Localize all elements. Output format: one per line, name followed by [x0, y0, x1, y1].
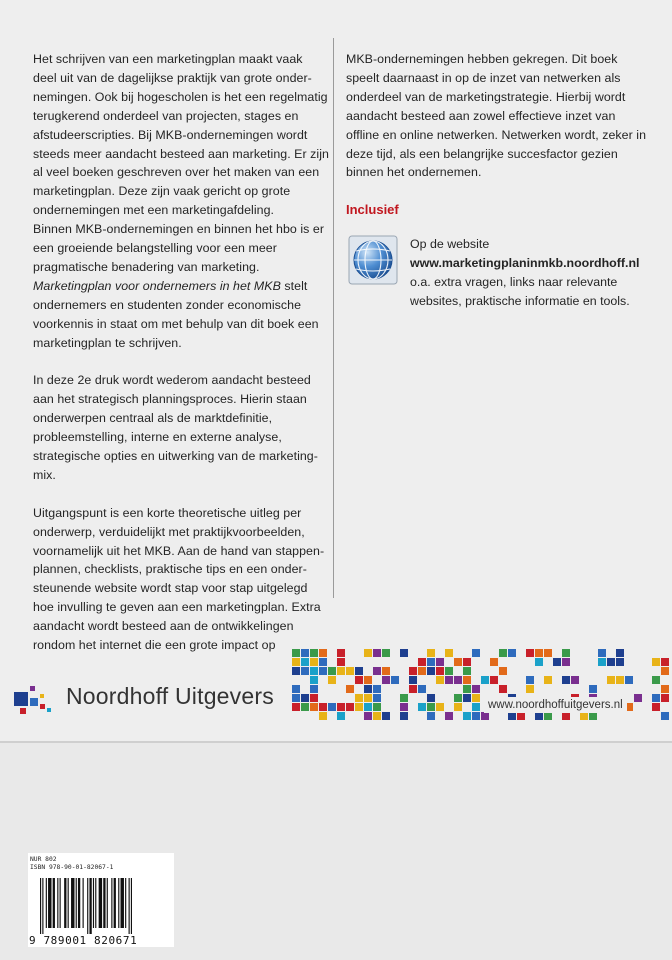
mosaic-tile: [355, 676, 363, 684]
barcode-bar: [60, 878, 61, 928]
mosaic-tile: [625, 676, 633, 684]
barcode-bar: [118, 878, 119, 928]
mosaic-tile: [427, 649, 435, 657]
website-intro: Op de website: [410, 237, 490, 251]
mosaic-tile: [292, 667, 300, 675]
mosaic-tile: [319, 649, 327, 657]
mosaic-tile: [499, 685, 507, 693]
mosaic-tile: [346, 703, 354, 711]
website-url[interactable]: www.marketingplaninmkb.noordhoff.nl: [410, 255, 640, 270]
barcode-bar: [95, 878, 96, 928]
mosaic-tile: [373, 685, 381, 693]
mosaic-tile: [436, 676, 444, 684]
right-paragraph: MKB-ondernemingen hebben gekregen. Dit boek speelt daarnaast in op de inzet van netwerken als onderdeel van de marketingstrategie. Hierbij wordt aandacht besteed aan zowel effectieve inzet van offline en online netwerken. Netwerken wordt, zeker in deze tijd, als een belangrijke succesfactor gezien binnen het ondernemen.: [346, 52, 647, 180]
mosaic-tile: [364, 694, 372, 702]
barcode-bar: [40, 878, 41, 934]
mosaic-tile: [463, 676, 471, 684]
mosaic-tile: [463, 658, 471, 666]
mosaic-tile: [463, 712, 471, 720]
mosaic-tile: [661, 712, 669, 720]
mosaic-tile: [535, 649, 543, 657]
website-info: [410, 235, 655, 311]
mosaic-tile: [616, 658, 624, 666]
mosaic-tile: [382, 712, 390, 720]
mosaic-tile: [589, 712, 597, 720]
mosaic-tile: [661, 667, 669, 675]
mosaic-tile: [445, 649, 453, 657]
mosaic-tile: [454, 703, 462, 711]
mosaic-tile: [517, 712, 525, 720]
mosaic-tile: [364, 703, 372, 711]
mosaic-tile: [373, 703, 381, 711]
mosaic-tile: [427, 703, 435, 711]
barcode-bar: [131, 878, 132, 934]
barcode-meta: [30, 856, 113, 872]
mosaic-tile: [418, 703, 426, 711]
mosaic-tile: [319, 658, 327, 666]
mosaic-tile: [292, 694, 300, 702]
mosaic-tile: [364, 712, 372, 720]
mosaic-tile: [445, 712, 453, 720]
barcode-bar: [129, 878, 130, 934]
mosaic-tile: [310, 676, 318, 684]
nur-code: NUR 802: [30, 856, 57, 863]
barcode-bar: [111, 878, 112, 928]
mosaic-tile: [292, 658, 300, 666]
mosaic-tile: [652, 676, 660, 684]
pixel-mosaic-decoration: [292, 645, 672, 725]
mosaic-tile: [544, 676, 552, 684]
mosaic-tile: [589, 685, 597, 693]
mosaic-tile: [373, 712, 381, 720]
mosaic-tile: [463, 667, 471, 675]
mosaic-tile: [616, 676, 624, 684]
mosaic-tile: [418, 685, 426, 693]
mosaic-tile: [472, 703, 480, 711]
mosaic-tile: [580, 712, 588, 720]
barcode-bar: [64, 878, 66, 928]
mosaic-tile: [481, 712, 489, 720]
mosaic-tile: [346, 685, 354, 693]
mosaic-tile: [499, 649, 507, 657]
publisher-name: Noordhoff Uitgevers: [66, 683, 274, 709]
mosaic-tile: [481, 676, 489, 684]
barcode-bar: [103, 878, 105, 928]
mosaic-tile: [454, 658, 462, 666]
mosaic-tile: [472, 649, 480, 657]
mosaic-tile: [472, 694, 480, 702]
mosaic-tile: [598, 658, 606, 666]
mosaic-tile: [301, 703, 309, 711]
barcode-bar: [53, 878, 55, 928]
mosaic-tile: [508, 649, 516, 657]
mosaic-tile: [409, 685, 417, 693]
mosaic-tile: [508, 712, 516, 720]
publisher-url[interactable]: www.noordhoffuitgevers.nl: [484, 697, 627, 713]
globe-icon: [348, 235, 398, 285]
book-title: Marketingplan voor ondernemers in het MKB: [33, 278, 281, 293]
mosaic-tile: [427, 712, 435, 720]
mosaic-tile: [355, 694, 363, 702]
mosaic-tile: [634, 694, 642, 702]
website-description: o.a. extra vragen, links naar relevante websites, praktische informatie en tools.: [410, 274, 630, 308]
mosaic-tile: [319, 703, 327, 711]
mosaic-tile: [598, 649, 606, 657]
mosaic-tile: [400, 703, 408, 711]
mosaic-tile: [652, 694, 660, 702]
barcode-bar: [68, 878, 69, 928]
mosaic-tile: [337, 712, 345, 720]
mosaic-tile: [382, 676, 390, 684]
mosaic-tile: [310, 694, 318, 702]
barcode-bar: [125, 878, 126, 928]
mosaic-tile: [292, 685, 300, 693]
mosaic-tile: [661, 694, 669, 702]
mosaic-tile: [526, 685, 534, 693]
mosaic-tile: [427, 694, 435, 702]
paragraph-1b-intro: Binnen MKB-ondernemingen en binnen het hbo is er een groeiende belangstelling voor een meer pragmatische benadering van marketing.: [33, 222, 325, 274]
mosaic-tile: [445, 667, 453, 675]
mosaic-tile: [382, 649, 390, 657]
barcode-bar: [121, 878, 124, 928]
mosaic-tile: [301, 667, 309, 675]
mosaic-tile: [301, 694, 309, 702]
mosaic-tile: [319, 712, 327, 720]
mosaic-tile: [661, 685, 669, 693]
noordhoff-logo-icon: [14, 684, 56, 716]
mosaic-tile: [337, 658, 345, 666]
barcode-bar: [71, 878, 74, 928]
mosaic-tile: [652, 658, 660, 666]
inclusief-heading: Inclusief: [346, 202, 399, 217]
mosaic-tile: [364, 676, 372, 684]
mosaic-tile: [571, 676, 579, 684]
barcode-bar: [93, 878, 94, 928]
barcode-bar: [99, 878, 102, 928]
right-column: [346, 50, 646, 201]
mosaic-tile: [427, 658, 435, 666]
mosaic-tile: [391, 676, 399, 684]
mosaic-tile: [526, 676, 534, 684]
mosaic-tile: [472, 712, 480, 720]
barcode-icon: [40, 878, 170, 934]
mosaic-tile: [544, 649, 552, 657]
mosaic-tile: [436, 658, 444, 666]
paragraph-1b: [33, 220, 329, 352]
mosaic-tile: [355, 667, 363, 675]
mosaic-tile: [472, 685, 480, 693]
mosaic-tile: [310, 649, 318, 657]
mosaic-tile: [418, 667, 426, 675]
barcode-bar: [78, 878, 80, 928]
barcode-bar: [42, 878, 43, 934]
mosaic-tile: [652, 703, 660, 711]
mosaic-tile: [616, 649, 624, 657]
mosaic-tile: [454, 694, 462, 702]
mosaic-tile: [301, 658, 309, 666]
paragraph-1: Het schrijven van een marketingplan maakt vaak deel uit van de dagelijkse praktijk van grote ondernemingen. Ook bij hogescholen is het een regelmatig terugkerend onderdeel van projecten, stages en afstudeerscripties. Bij MKB-ondernemingen wordt steeds meer aandacht besteed aan marketing. Er zijn al veel boeken geschreven over het maken van een marketingplan. Deze zijn vaak gericht op grote ondernemingen met een marketingafdeling.: [33, 52, 329, 218]
mosaic-tile: [490, 658, 498, 666]
mosaic-tile: [364, 685, 372, 693]
mosaic-tile: [562, 649, 570, 657]
mosaic-tile: [544, 712, 552, 720]
mosaic-tile: [562, 712, 570, 720]
barcode-bar: [57, 878, 58, 928]
paragraph-3: Uitgangspunt is een korte theoretische uitleg per onderwerp, verduidelijkt met praktijkvoorbeelden, voornamelijk uit het MKB. Aan de hand van stappenplannen, checklists, praktische tips en een ondersteunende website wordt stap voor stap uitgelegd hoe invulling te geven aan een marketingplan. Extra aandacht wordt besteed aan de ontwikkelingen rondom het internet die een grote impact op: [33, 505, 325, 653]
mosaic-tile: [499, 667, 507, 675]
mosaic-tile: [607, 676, 615, 684]
barcode-bar: [48, 878, 51, 928]
paragraph-2: In deze 2e druk wordt wederom aandacht besteed aan het strategisch planningsproces. Hierin staan onderwerpen centraal als de marktdefinitie, probleemstelling, interne en externe analyse, strategische opties en uitwerking van de marketingmix.: [33, 373, 318, 482]
mosaic-tile: [535, 658, 543, 666]
mosaic-tile: [535, 712, 543, 720]
mosaic-tile: [373, 694, 381, 702]
mosaic-tile: [562, 658, 570, 666]
mosaic-tile: [553, 658, 561, 666]
mosaic-tile: [463, 694, 471, 702]
left-column: [33, 50, 329, 674]
mosaic-tile: [328, 667, 336, 675]
mosaic-tile: [310, 658, 318, 666]
mosaic-tile: [373, 667, 381, 675]
mosaic-tile: [490, 676, 498, 684]
mosaic-tile: [337, 703, 345, 711]
column-divider: [333, 38, 334, 598]
barcode-bar: [107, 878, 108, 928]
mosaic-tile: [562, 676, 570, 684]
cover-fold-line: [0, 741, 672, 743]
barcode-bar: [87, 878, 88, 934]
paragraph-1b-rest: stelt ondernemers en studenten zonder economische voorkennis in staat om met behulp van dit boek een marketingplan te schrijven.: [33, 278, 319, 350]
barcode-bar: [83, 878, 84, 928]
mosaic-tile: [607, 658, 615, 666]
mosaic-tile: [436, 667, 444, 675]
mosaic-tile: [355, 703, 363, 711]
mosaic-tile: [337, 667, 345, 675]
mosaic-tile: [328, 703, 336, 711]
mosaic-tile: [364, 649, 372, 657]
mosaic-tile: [292, 649, 300, 657]
mosaic-tile: [310, 703, 318, 711]
mosaic-tile: [373, 649, 381, 657]
mosaic-tile: [418, 658, 426, 666]
mosaic-tile: [292, 703, 300, 711]
mosaic-tile: [409, 676, 417, 684]
mosaic-tile: [526, 649, 534, 657]
mosaic-tile: [319, 667, 327, 675]
mosaic-tile: [310, 685, 318, 693]
isbn-code: ISBN 978-90-01-82067-1: [30, 864, 114, 871]
mosaic-tile: [337, 649, 345, 657]
mosaic-tile: [445, 676, 453, 684]
mosaic-tile: [463, 685, 471, 693]
mosaic-tile: [427, 667, 435, 675]
mosaic-tile: [382, 667, 390, 675]
mosaic-tile: [400, 649, 408, 657]
mosaic-tile: [400, 694, 408, 702]
barcode-bar: [46, 878, 47, 928]
mosaic-tile: [328, 676, 336, 684]
barcode-bar: [89, 878, 91, 934]
mosaic-tile: [400, 712, 408, 720]
mosaic-tile: [409, 667, 417, 675]
barcode-digits: 9 789001 820671: [29, 934, 138, 947]
barcode-bar: [114, 878, 116, 928]
mosaic-tile: [436, 703, 444, 711]
mosaic-tile: [454, 676, 462, 684]
mosaic-tile: [661, 658, 669, 666]
barcode-bar: [76, 878, 77, 928]
mosaic-tile: [301, 649, 309, 657]
mosaic-tile: [310, 667, 318, 675]
mosaic-tile: [346, 667, 354, 675]
